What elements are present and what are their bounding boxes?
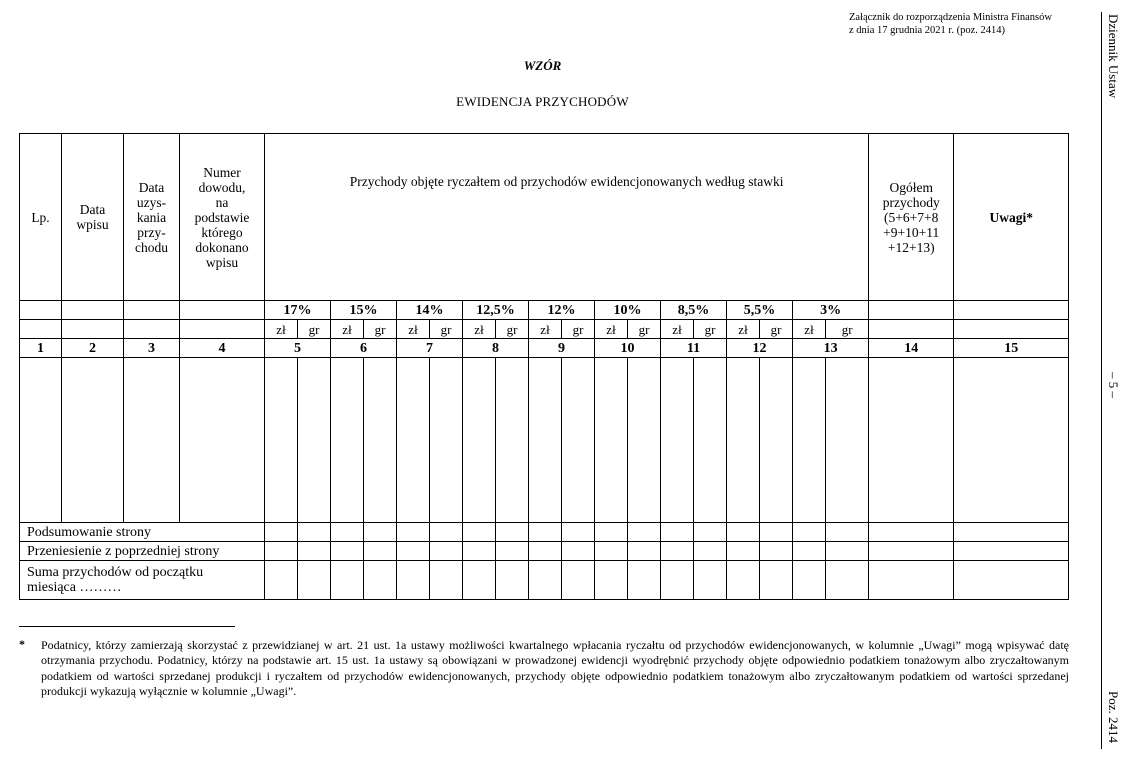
column-number: 6 <box>331 339 397 358</box>
sum-cell[interactable] <box>727 561 760 600</box>
empty-cell <box>124 320 180 339</box>
unit-zl: zł <box>661 320 694 339</box>
lp-header: Lp. <box>20 134 62 301</box>
entry-cell[interactable] <box>826 358 869 523</box>
entry-cell[interactable] <box>869 358 954 523</box>
rate-header: 8,5% <box>661 301 727 320</box>
column-number: 4 <box>180 339 265 358</box>
entry-date-header <box>62 134 124 301</box>
empty-cell <box>20 301 62 320</box>
receipt-date-header-line: uzys- <box>136 194 167 210</box>
unit-gr: gr <box>760 320 793 339</box>
empty-cell <box>124 301 180 320</box>
sum-cell[interactable] <box>529 542 562 561</box>
entry-cell[interactable] <box>954 358 1069 523</box>
sum-cell[interactable] <box>826 523 869 542</box>
sum-cell[interactable] <box>595 542 628 561</box>
footnote-text: Podatnicy, którzy zamierzają skorzystać z przewidzianej w art. 21 ust. 1a ustawy możliwości kwartalnego wpłacania ryczałtu od przychodów ewidencjonowanych, w kolumnie „Uwagi” mogą wpisywać datę otrzymania przychodu. Podatnicy, którzy na podstawie art. 15 ust. 1a ustawy są obowiązani w prowadzonej ewidencji wyodrębnić przychody objęte odpowiednio podatkiem tonażowym albo zryczałtowanym podatkiem od wartości sprzedanej produkcji i ryczałtem od przychodów ewidencjonowanych, przychody objęte odpowiednio podatkiem tonażowym albo zryczałtowanym podatkiem od wartości sprzedanej produkcji wykazują wyłącznie w kolumnie „Uwagi”. <box>41 638 1069 698</box>
sum-cell[interactable] <box>562 561 595 600</box>
sum-cell[interactable] <box>397 523 430 542</box>
total-revenue-header-line: (5+6+7+8 <box>884 209 939 225</box>
entry-cell[interactable] <box>793 358 826 523</box>
cumulative-label <box>20 561 265 600</box>
entry-cell[interactable] <box>760 358 793 523</box>
revenue-ledger-table <box>19 133 1069 600</box>
sum-cell[interactable] <box>331 523 364 542</box>
empty-cell <box>869 320 954 339</box>
column-number: 1 <box>20 339 62 358</box>
entry-cell[interactable] <box>562 358 595 523</box>
sum-cell[interactable] <box>869 523 954 542</box>
unit-gr: gr <box>496 320 529 339</box>
unit-gr: gr <box>298 320 331 339</box>
sum-cell[interactable] <box>954 542 1069 561</box>
rate-header: 10% <box>595 301 661 320</box>
unit-zl: zł <box>727 320 760 339</box>
column-number: 14 <box>869 339 954 358</box>
cumulative-row <box>20 561 1069 600</box>
sum-cell[interactable] <box>595 523 628 542</box>
unit-gr: gr <box>628 320 661 339</box>
sum-cell[interactable] <box>793 523 826 542</box>
sum-cell[interactable] <box>265 561 298 600</box>
sum-cell[interactable] <box>694 523 727 542</box>
sum-cell[interactable] <box>826 561 869 600</box>
sum-cell[interactable] <box>430 561 463 600</box>
total-revenue-header-line: +9+10+11 <box>883 224 940 240</box>
column-number: 8 <box>463 339 529 358</box>
rate-header: 17% <box>265 301 331 320</box>
entry-cell[interactable] <box>430 358 463 523</box>
carried-over-label: Przeniesienie z poprzedniej strony <box>20 542 265 561</box>
total-revenue-header-line: +12+13) <box>887 239 935 255</box>
template-label: WZÓR <box>523 58 562 73</box>
column-number: 11 <box>661 339 727 358</box>
document-number-header-line: Numer <box>203 164 241 180</box>
sum-cell[interactable] <box>463 542 496 561</box>
sum-cell[interactable] <box>331 561 364 600</box>
sum-cell[interactable] <box>298 542 331 561</box>
receipt-date-header-line: przy- <box>137 224 166 240</box>
receipt-date-header-line: Data <box>138 179 165 195</box>
entry-cell[interactable] <box>124 358 180 523</box>
entry-cell[interactable] <box>694 358 727 523</box>
unit-zl: zł <box>331 320 364 339</box>
sum-cell[interactable] <box>364 523 397 542</box>
sum-cell[interactable] <box>364 561 397 600</box>
sum-cell[interactable] <box>760 561 793 600</box>
entry-cell[interactable] <box>331 358 364 523</box>
rate-header: 14% <box>397 301 463 320</box>
total-revenue-header-line: przychody <box>882 194 940 210</box>
sum-cell[interactable] <box>793 542 826 561</box>
empty-cell <box>954 320 1069 339</box>
sum-cell[interactable] <box>628 561 661 600</box>
sum-cell[interactable] <box>661 542 694 561</box>
annex-line-2: z dnia 17 grudnia 2021 r. (poz. 2414) <box>849 25 1006 36</box>
column-number: 7 <box>397 339 463 358</box>
carried-over-row <box>20 542 1069 561</box>
unit-zl: zł <box>397 320 430 339</box>
sum-cell[interactable] <box>529 561 562 600</box>
sum-cell[interactable] <box>298 561 331 600</box>
column-number-row <box>20 339 1069 358</box>
sum-cell[interactable] <box>760 542 793 561</box>
cumulative-label-line: miesiąca ……… <box>27 580 122 595</box>
sum-cell[interactable] <box>463 523 496 542</box>
sum-cell[interactable] <box>496 561 529 600</box>
header-row <box>20 134 1069 301</box>
total-revenue-header-line: Ogółem <box>889 179 933 195</box>
margin-rule <box>1101 12 1102 749</box>
sum-cell[interactable] <box>727 542 760 561</box>
sum-cell[interactable] <box>562 542 595 561</box>
column-number: 3 <box>124 339 180 358</box>
sum-cell[interactable] <box>463 561 496 600</box>
column-number: 5 <box>265 339 331 358</box>
column-number: 10 <box>595 339 661 358</box>
unit-zl: zł <box>529 320 562 339</box>
sum-cell[interactable] <box>727 523 760 542</box>
entry-date-header-line: wpisu <box>76 217 109 232</box>
entry-cell[interactable] <box>529 358 562 523</box>
unit-gr: gr <box>694 320 727 339</box>
sum-cell[interactable] <box>265 523 298 542</box>
sum-cell[interactable] <box>496 523 529 542</box>
document-number-header-line: dowodu, <box>198 179 246 195</box>
sum-cell[interactable] <box>661 523 694 542</box>
sum-cell[interactable] <box>628 542 661 561</box>
sum-cell[interactable] <box>430 542 463 561</box>
empty-cell <box>180 301 265 320</box>
entry-cell[interactable] <box>496 358 529 523</box>
document-number-header-line: dokonano <box>195 239 249 255</box>
unit-zl: zł <box>463 320 496 339</box>
document-number-header-line: podstawie <box>194 209 250 225</box>
sum-cell[interactable] <box>661 561 694 600</box>
entry-cell[interactable] <box>364 358 397 523</box>
sum-cell[interactable] <box>397 542 430 561</box>
footnote-mark: * <box>19 637 25 651</box>
sum-cell[interactable] <box>628 523 661 542</box>
entry-cell[interactable] <box>397 358 430 523</box>
journal-name: Dziennik Ustaw <box>1106 14 1121 99</box>
receipt-date-header-line: chodu <box>135 239 168 255</box>
empty-cell <box>62 320 124 339</box>
page-number: – 5 – <box>1106 372 1121 398</box>
sum-cell[interactable] <box>364 542 397 561</box>
cumulative-label-line: Suma przychodów od początku <box>27 565 204 580</box>
unit-row <box>20 320 1069 339</box>
empty-cell <box>954 301 1069 320</box>
unit-gr: gr <box>364 320 397 339</box>
entry-cell[interactable] <box>298 358 331 523</box>
document-number-header-line: wpisu <box>205 254 239 270</box>
unit-gr: gr <box>826 320 869 339</box>
entry-cell[interactable] <box>180 358 265 523</box>
sum-cell[interactable] <box>694 561 727 600</box>
document-number-header <box>180 134 265 301</box>
sum-cell[interactable] <box>331 542 364 561</box>
entry-row <box>20 358 1069 523</box>
rate-header: 15% <box>331 301 397 320</box>
column-number: 9 <box>529 339 595 358</box>
entry-cell[interactable] <box>595 358 628 523</box>
entry-cell[interactable] <box>62 358 124 523</box>
receipt-date-header-line: kania <box>136 209 167 225</box>
sum-cell[interactable] <box>826 542 869 561</box>
revenue-group-header: Przychody objęte ryczałtem od przychodów ewidencjonowanych według stawki <box>265 134 869 301</box>
sum-cell[interactable] <box>265 542 298 561</box>
sum-cell[interactable] <box>529 523 562 542</box>
sum-cell[interactable] <box>562 523 595 542</box>
rate-header: 5,5% <box>727 301 793 320</box>
sum-cell[interactable] <box>954 523 1069 542</box>
unit-gr: gr <box>430 320 463 339</box>
column-number: 12 <box>727 339 793 358</box>
column-number: 13 <box>793 339 869 358</box>
rate-header: 3% <box>793 301 869 320</box>
sum-cell[interactable] <box>595 561 628 600</box>
empty-cell <box>180 320 265 339</box>
sum-cell[interactable] <box>430 523 463 542</box>
sum-cell[interactable] <box>954 561 1069 600</box>
sum-cell[interactable] <box>496 542 529 561</box>
unit-zl: zł <box>265 320 298 339</box>
column-number: 2 <box>62 339 124 358</box>
entry-cell[interactable] <box>628 358 661 523</box>
column-number: 15 <box>954 339 1069 358</box>
unit-zl: zł <box>595 320 628 339</box>
receipt-date-header <box>124 134 180 301</box>
document-title: EWIDENCJA PRZYCHODÓW <box>456 94 629 109</box>
page-summary-label: Podsumowanie strony <box>20 523 265 542</box>
remarks-header: Uwagi* <box>954 134 1069 301</box>
sum-cell[interactable] <box>869 542 954 561</box>
entry-cell[interactable] <box>20 358 62 523</box>
entry-date-header-line: Data <box>79 202 106 217</box>
annex-note <box>849 11 1089 37</box>
empty-cell <box>869 301 954 320</box>
rate-header: 12,5% <box>463 301 529 320</box>
entry-cell[interactable] <box>265 358 298 523</box>
entry-cell[interactable] <box>463 358 496 523</box>
document-number-header-line: na <box>215 194 229 210</box>
sum-cell[interactable] <box>298 523 331 542</box>
page-summary-row <box>20 523 1069 542</box>
position-number: Poz. 2414 <box>1106 691 1121 743</box>
unit-zl: zł <box>793 320 826 339</box>
annex-line-1: Załącznik do rozporządzenia Ministra Finansów <box>849 12 1052 23</box>
footnote-rule <box>19 626 235 627</box>
sum-cell[interactable] <box>793 561 826 600</box>
sum-cell[interactable] <box>694 542 727 561</box>
sum-cell[interactable] <box>760 523 793 542</box>
total-revenue-header <box>869 134 954 301</box>
document-number-header-line: którego <box>201 224 243 240</box>
entry-cell[interactable] <box>661 358 694 523</box>
entry-cell[interactable] <box>727 358 760 523</box>
rate-header: 12% <box>529 301 595 320</box>
empty-cell <box>62 301 124 320</box>
rate-row <box>20 301 1069 320</box>
unit-gr: gr <box>562 320 595 339</box>
empty-cell <box>20 320 62 339</box>
sum-cell[interactable] <box>397 561 430 600</box>
sum-cell[interactable] <box>869 561 954 600</box>
